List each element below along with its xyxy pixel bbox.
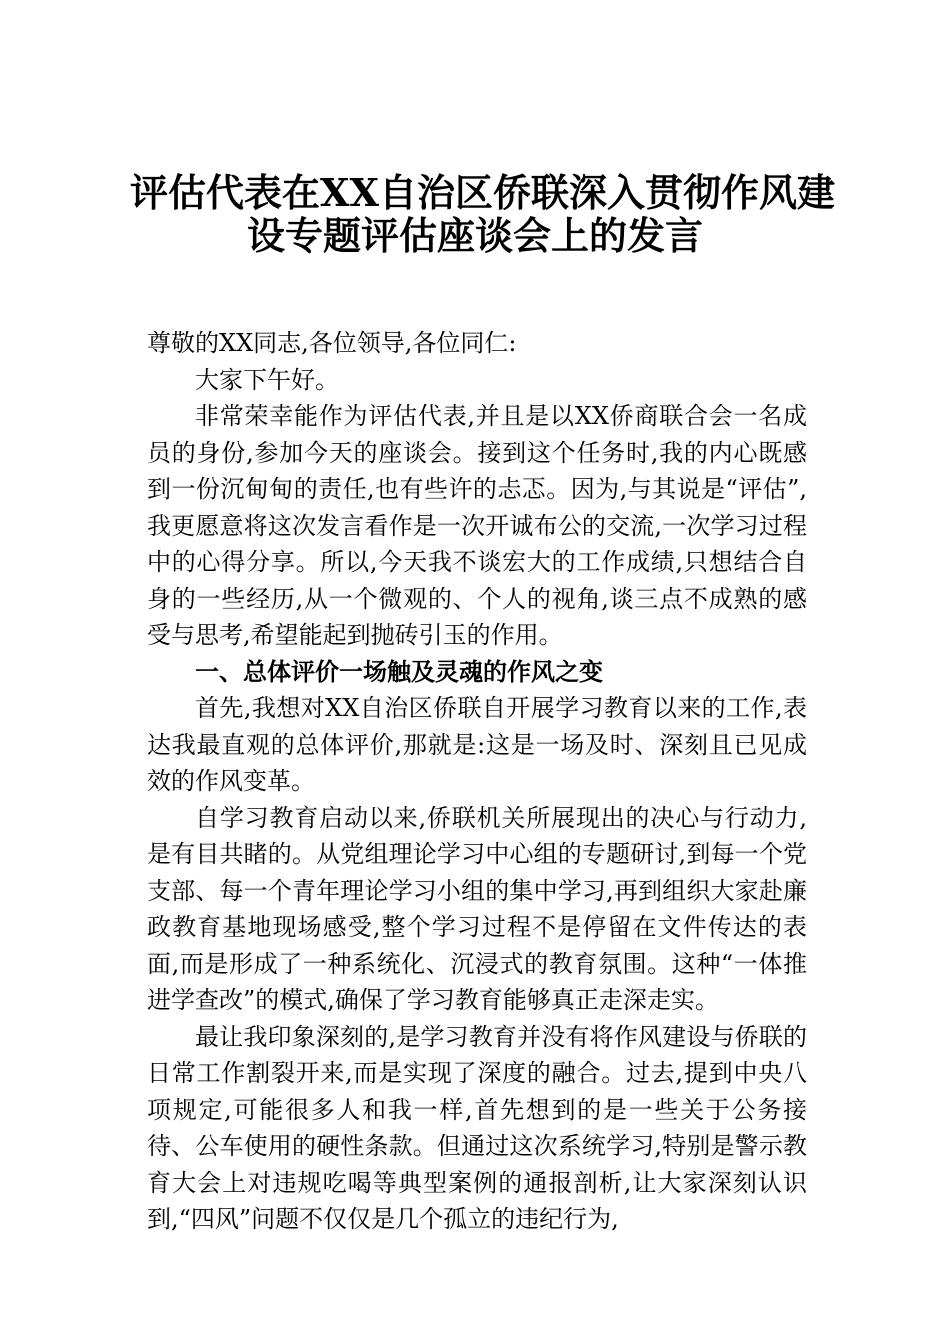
document-title-line-2: 设专题评估座谈会上的发言	[246, 213, 703, 258]
salutation: 尊敬的XX同志,各位领导,各位同仁:	[147, 329, 517, 357]
section1-paragraph-2: 自学习教育启动以来,侨联机关所展现出的决心与行动力,是有目共睹的。从党组理论学习中心组的专题研讨,到每一个党支部、每一个青年理论学习小组的集中学习,再到组织大家赴廉政教育基地现场感受,整个学习过程不是停留在文件传达的表面,而是形成了一种系统化、沉浸式的教育氛围。这种“一体推进学查改”的模式,确保了学习教育能够真正走深走实。	[147, 803, 807, 1014]
document-body	[147, 325, 807, 1238]
greeting: 大家下午好。	[195, 365, 339, 394]
intro-paragraph: 非常荣幸能作为评估代表,并且是以XX侨商联合会一名成员的身份,参加今天的座谈会。接到这个任务时,我的内心既感到一份沉甸甸的责任,也有些许的忐忑。因为,与其说是“评估”,我更愿意将这次发言看作是一次开诚布公的交流,一次学习过程中的心得分享。所以,今天我不谈宏大的工作成绩,只想结合自身的一些经历,从一个微观的、个人的视角,谈三点不成熟的感受与思考,希望能起到抛砖引玉的作用。	[147, 402, 807, 649]
section1-paragraph-1: 首先,我想对XX自治区侨联自开展学习教育以来的工作,表达我最直观的总体评价,那就是:这是一场及时、深刻且已见成效的作风变革。	[147, 694, 807, 795]
section1-paragraph-3: 最让我印象深刻的,是学习教育并没有将作风建设与侨联的日常工作割裂开来,而是实现了深度的融合。过去,提到中央八项规定,可能很多人和我一样,首先想到的是一些关于公务接待、公车使用的硬性条款。但通过这次系统学习,特别是警示教育大会上对违规吃喝等典型案例的通报剖析,让大家深刻认识到,“四风”问题不仅仅是几个孤立的违纪行为,	[147, 1022, 807, 1233]
section-heading-1: 一、总体评价一场触及灵魂的作风之变	[195, 657, 603, 686]
document-title-line-1: 评估代表在XX自治区侨联深入贯彻作风建	[130, 170, 835, 215]
